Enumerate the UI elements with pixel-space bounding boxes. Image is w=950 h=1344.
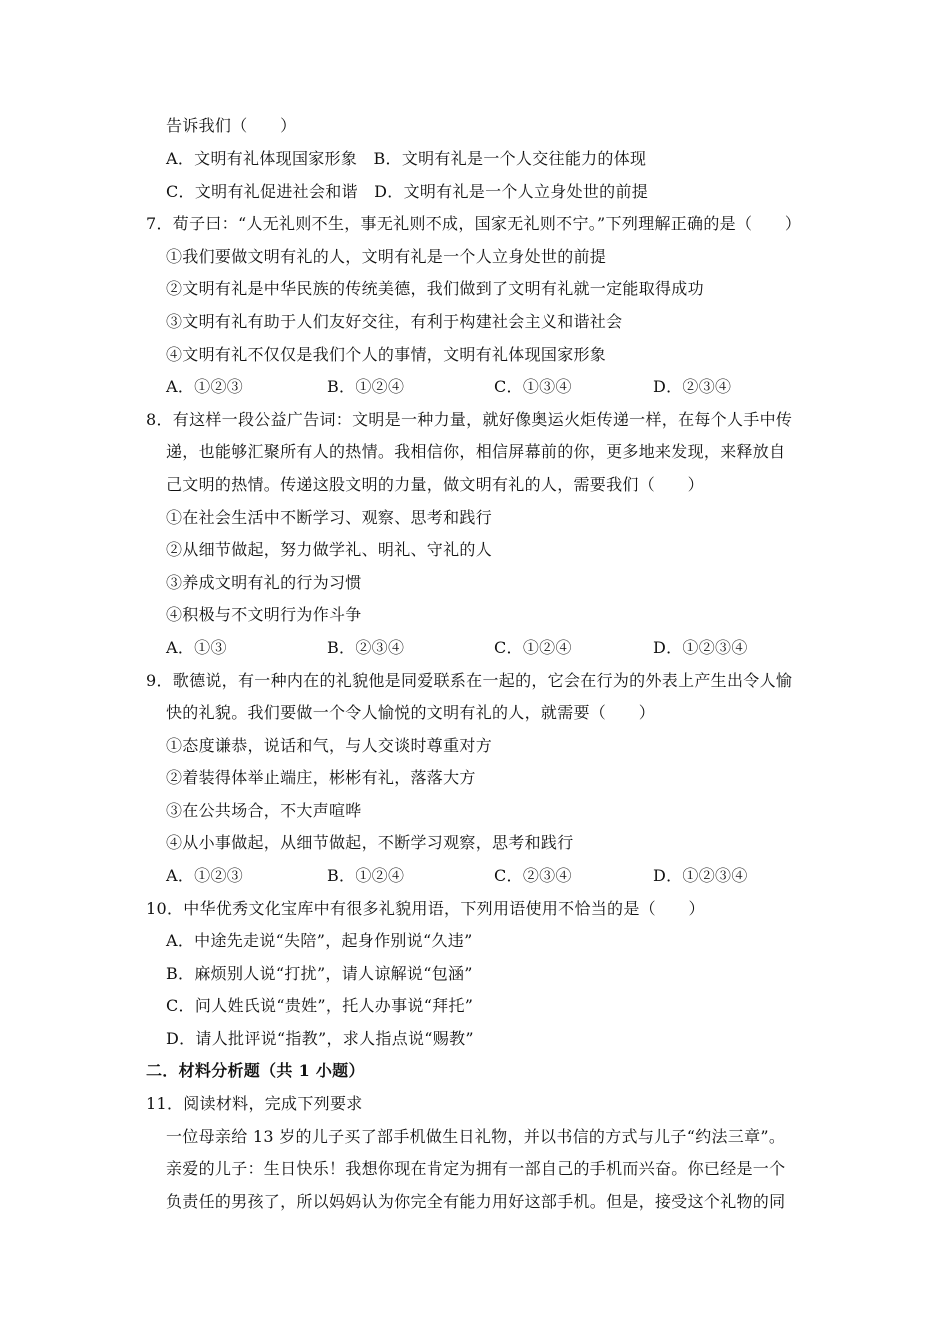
q7-item-3: ③文明有礼有助于人们友好交往，有利于构建社会主义和谐社会 (166, 312, 623, 331)
q9-stem-line-2: 快的礼貌。我们要做一个令人愉悦的文明有礼的人，就需要（ ） (166, 703, 656, 722)
q7-item-1: ①我们要做文明有礼的人，文明有礼是一个人立身处世的前提 (166, 247, 607, 266)
q10-option-b: B．麻烦别人说“打扰”，请人谅解说“包涵” (166, 964, 473, 983)
q6-stem-tail: 告诉我们（ ） (166, 116, 297, 135)
q7-option-b: B．①②④ (327, 377, 405, 396)
q6-options-row-2: C．文明有礼促进社会和谐 D．文明有礼是一个人立身处世的前提 (166, 182, 649, 201)
q8-item-4: ④积极与不文明行为作斗争 (166, 605, 362, 624)
q8-item-1: ①在社会生活中不断学习、观察、思考和践行 (166, 508, 493, 527)
q9-option-c: C．②③④ (494, 866, 572, 885)
q8-stem-line-1: 8．有这样一段公益广告词：文明是一种力量，就好像奥运火炬传递一样，在每个人手中传 (146, 410, 793, 429)
q7-stem: 7．荀子曰：“人无礼则不生，事无礼则不成，国家无礼则不宁。”下列理解正确的是（ ） (146, 214, 802, 233)
q8-option-b: B．②③④ (327, 638, 405, 657)
q7-item-2: ②文明有礼是中华民族的传统美德，我们做到了文明有礼就一定能取得成功 (166, 279, 704, 298)
q7-option-d: D．②③④ (653, 377, 732, 396)
q11-material-line-2: 亲爱的儿子：生日快乐！我想你现在肯定为拥有一部自己的手机而兴奋。你已经是一个 (166, 1159, 786, 1178)
q8-option-c: C．①②④ (494, 638, 572, 657)
q7-option-c: C．①③④ (494, 377, 572, 396)
q8-item-3: ③养成文明有礼的行为习惯 (166, 573, 362, 592)
q9-item-3: ③在公共场合，不大声喧哗 (166, 801, 362, 820)
q10-stem: 10．中华优秀文化宝库中有很多礼貌用语，下列用语使用不恰当的是（ ） (146, 899, 705, 918)
q9-item-1: ①态度谦恭，说话和气，与人交谈时尊重对方 (166, 736, 493, 755)
q9-item-2: ②着装得体举止端庄，彬彬有礼，落落大方 (166, 768, 476, 787)
q8-item-2: ②从细节做起，努力做学礼、明礼、守礼的人 (166, 540, 493, 559)
q11-material-line-1: 一位母亲给 13 岁的儿子买了部手机做生日礼物，并以书信的方式与儿子“约法三章”。 (166, 1127, 786, 1146)
q8-stem-line-2: 递，也能够汇聚所有人的热情。我相信你，相信屏幕前的你，更多地来发现，来释放自 (166, 442, 786, 461)
q9-item-4: ④从小事做起，从细节做起，不断学习观察，思考和践行 (166, 833, 574, 852)
q8-option-a: A．①③ (166, 638, 227, 657)
section-2-heading: 二．材料分析题（共 1 小题） (146, 1061, 365, 1080)
q7-option-a: A．①②③ (166, 377, 244, 396)
q9-stem-line-1: 9．歌德说，有一种内在的礼貌他是同爱联系在一起的，它会在行为的外表上产生出令人愉 (146, 671, 793, 690)
q10-option-a: A．中途先走说“失陪”，起身作别说“久违” (166, 931, 473, 950)
q10-option-d: D．请人批评说“指教”，求人指点说“赐教” (166, 1029, 474, 1048)
q7-item-4: ④文明有礼不仅仅是我们个人的事情，文明有礼体现国家形象 (166, 345, 607, 364)
q11-stem: 11．阅读材料，完成下列要求 (146, 1094, 363, 1113)
q10-option-c: C．问人姓氏说“贵姓”，托人办事说“拜托” (166, 996, 474, 1015)
q8-stem-line-3: 己文明的热情。传递这股文明的力量，做文明有礼的人，需要我们（ ） (166, 475, 704, 494)
q9-option-d: D．①②③④ (653, 866, 748, 885)
q9-option-b: B．①②④ (327, 866, 405, 885)
q6-options-row-1: A．文明有礼体现国家形象 B．文明有礼是一个人交往能力的体现 (166, 149, 647, 168)
q9-option-a: A．①②③ (166, 866, 244, 885)
q11-material-line-3: 负责任的男孩了，所以妈妈认为你完全有能力用好这部手机。但是，接受这个礼物的同 (166, 1192, 786, 1211)
q8-option-d: D．①②③④ (653, 638, 748, 657)
